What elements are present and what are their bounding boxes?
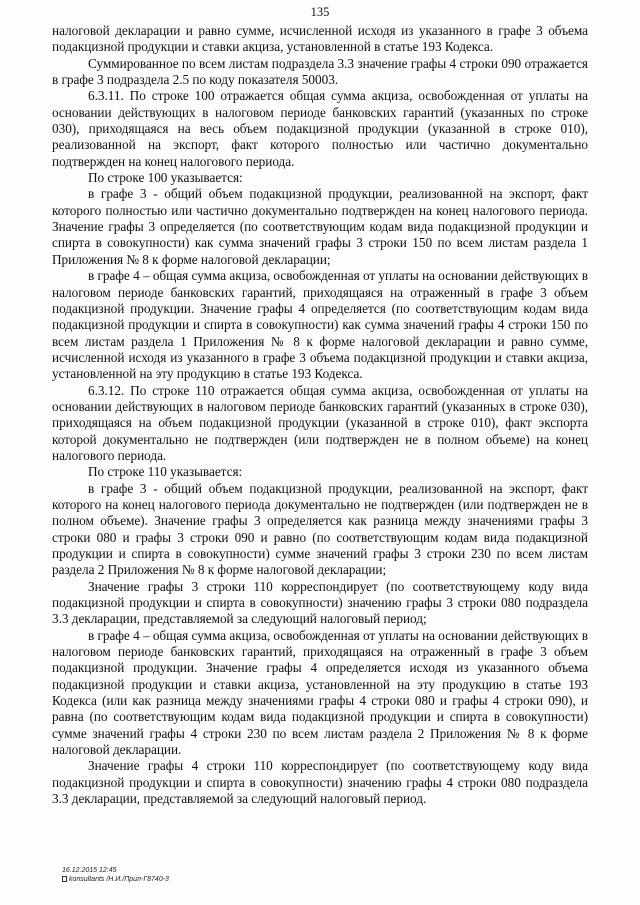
page-number: 135: [310, 5, 330, 19]
paragraph: По строке 100 указывается:: [88, 170, 243, 186]
paragraph: Значение графы 4 строки 110 корреспондирует (по соответствующему коду вида подакцизной продукции и спирта в совокупности) значению графы 4 строки 080 подраздела 3.3 декларации, представляемой за следующий налоговый период.: [52, 758, 588, 807]
footer-file-path: konsultants /Н.И./Прил-Г8740-3: [69, 876, 169, 883]
footer-path-line: [62, 875, 169, 884]
paragraph: Суммированное по всем листам подраздела 3.3 значение графы 4 строки 090 отражается в графе 3 подраздела 2.5 по коду показателя 50003.: [52, 55, 588, 88]
paragraph: Значение графы 3 строки 110 корреспондирует (по соответствующему коду вида подакцизной продукции и спирта в совокупности) значению графы 3 строки 080 подраздела 3.3 декларации, представляемой за следующий налоговый период;: [52, 578, 588, 627]
paragraph-section-6-3-11: 6.3.11. По строке 100 отражается общая сумма акциза, освобожденная от уплаты на основании действующих в налоговом периоде банковских гарантий (указанных по строке 030), приходящаяся на весь объем подакцизной продукции (указанной в строке 010), реализованной на экспорт, факт которого полностью или частично документально подтвержден на конец налогового периода.: [52, 88, 588, 169]
paragraph: в графе 4 – общая сумма акциза, освобожденная от уплаты на основании действующих в налоговом периоде банковских гарантий, приходящаяся на отраженный в графе 3 объем подакцизной продукции. Значение графы 4 определяется исходя из указанного объема подакцизной продукции и ставки акциза, установленной на эту продукцию в статье 193 Кодекса (или как разница между значениями графы 4 строки 080 и графы 4 строки 090), и равна (по соответствующим кодам вида подакцизной продукции и спирта в совокупности) сумме значений графы 4 строки 230 по всем листам раздела 2 Приложения № 8 к форме налоговой декларации.: [52, 627, 588, 758]
paragraph: в графе 3 - общий объем подакцизной продукции, реализованной на экспорт, факт которого полностью или частично документально подтвержден на конец налогового периода. Значение графы 3 определяется (по соответствующим кодам вида подакцизной продукции и спирта в совокупности) как сумма значений графы 3 строки 150 по всем листам раздела 1 Приложения № 8 к форме налоговой декларации;: [52, 186, 588, 267]
paragraph-section-6-3-12: 6.3.12. По строке 110 отражается общая сумма акциза, освобожденная от уплаты на основании действующих в налоговом периоде банковских гарантий (указанных в строке 030), приходящаяся на объем подакцизной продукции (указанной в строке 010), факт экспорта которой документально не подтвержден (или подтвержден не в полном объеме) на конец налогового периода.: [52, 382, 588, 463]
paragraph: в графе 4 – общая сумма акциза, освобожденная от уплаты на основании действующих в налоговом периоде банковских гарантий, приходящаяся на отраженный в графе 3 объем подакцизной продукции. Значение графы 4 определяется (по соответствующим кодам вида подакцизной продукции и спирта в совокупности) как сумма значений графы 4 строки 150 по всем листам раздела 1 Приложения № 8 к форме налоговой декларации и равно сумме, исчисленной исходя из указанного в графе 3 объема подакцизной продукции и ставки акциза, установленной на эту продукцию в статье 193 Кодекса.: [52, 268, 588, 382]
footer-timestamp: 16.12.2015 12:45: [62, 867, 117, 874]
file-icon: [62, 876, 67, 882]
document-footer: [62, 866, 169, 884]
paragraph: в графе 3 - общий объем подакцизной продукции, реализованной на экспорт, факт которого на конец налогового периода документально не подтвержден (или подтвержден не в полном объеме). Значение графы 3 определяется как разница между значениями графы 3 строки 080 и графы 3 строки 090 и равно (по соответствующим кодам вида подакцизной продукции и спирта в совокупности) сумме значений графы 3 строки 230 по всем листам раздела 2 Приложения № 8 к форме налоговой декларации;: [52, 480, 588, 578]
paragraph: По строке 110 указывается:: [88, 464, 243, 480]
paragraph-continuation: налоговой декларации и равно сумме, исчисленной исходя из указанного в графе 3 объема подакцизной продукции и ставки акциза, установленной в статье 193 Кодекса.: [52, 23, 588, 55]
document-body: [52, 23, 588, 808]
